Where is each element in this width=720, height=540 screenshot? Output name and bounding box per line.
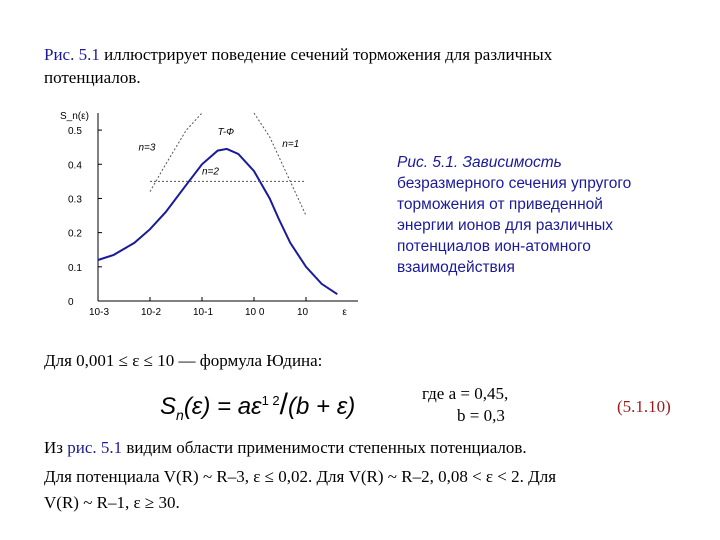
x-tick-label: 10 0 [245, 307, 265, 318]
x-tick-label: ε [342, 307, 347, 318]
curve-annotation: T-Ф [217, 127, 235, 139]
caption-line: Рис. 5.1. Зависимость [397, 154, 562, 171]
formula-intro: Для 0,001 ≤ ε ≤ 10 — формула Юдина: [44, 351, 323, 370]
conclusion-line-2: Для потенциала V(R) ~ R–3, ε ≤ 0,02. Для V(R) ~ R–2, 0,08 < ε < 2. Для [44, 467, 557, 486]
stopping-cross-section-chart [40, 105, 370, 330]
formula-argument: (ε) = aε [183, 393, 262, 420]
intro-line-2: потенциалов. [44, 68, 141, 87]
x-tick-label: 10-2 [141, 307, 162, 318]
x-tick-label: 10-1 [193, 307, 214, 318]
conclusion-prefix: Из [44, 438, 68, 457]
y-tick-label: 0 [68, 297, 74, 308]
x-tick-label: 10 [297, 307, 309, 318]
figure-reference[interactable]: Рис. 5.1 [44, 45, 100, 64]
y-tick-label: 0.5 [68, 126, 82, 138]
where-line-2: b = 0,3 [457, 406, 505, 425]
figure-caption [397, 152, 697, 278]
conclusion-text: видим области применимости степенных потенциалов. [122, 438, 527, 457]
curve-annotation: n=2 [202, 166, 219, 178]
where-line-1: где a = 0,45, [422, 384, 509, 403]
curve-annotation: n=1 [282, 139, 300, 151]
caption-line: потенциалов ион-атомного [397, 238, 591, 255]
formula-lhs: S [160, 393, 177, 420]
caption-line: взаимодействия [397, 259, 515, 276]
formula-denominator: (b + ε) [288, 393, 356, 420]
y-tick-label: 0.3 [68, 194, 82, 206]
formula-exponent: 1 2 [261, 393, 280, 408]
yudin-formula [160, 388, 355, 423]
y-tick-label: 0.2 [68, 228, 82, 240]
caption-line: безразмерного сечения упругого [397, 175, 632, 192]
caption-line: торможения от приведенной [397, 196, 603, 213]
conclusion-line-3: V(R) ~ R–1, ε ≥ 30. [44, 493, 180, 512]
y-tick-label: 0.4 [68, 160, 82, 172]
series-line-n3 [150, 113, 202, 192]
curve-annotation: n=3 [138, 142, 156, 154]
y-tick-label: 0.1 [68, 262, 82, 274]
intro-paragraph [44, 44, 684, 66]
formula-subscript: n [176, 406, 184, 423]
conclusion-line-1 [44, 437, 694, 459]
intro-text: иллюстрирует поведение сечений торможения для различных [99, 45, 553, 64]
formula-slash: / [279, 388, 289, 421]
caption-line: энергии ионов для различных [397, 217, 614, 234]
figure-reference-link[interactable]: рис. 5.1 [67, 438, 123, 457]
series-line-n1 [254, 113, 306, 216]
equation-number: (5.1.10) [617, 397, 671, 416]
x-tick-label: 10-3 [89, 307, 110, 318]
y-axis-label: S_n(ε) [60, 111, 89, 122]
